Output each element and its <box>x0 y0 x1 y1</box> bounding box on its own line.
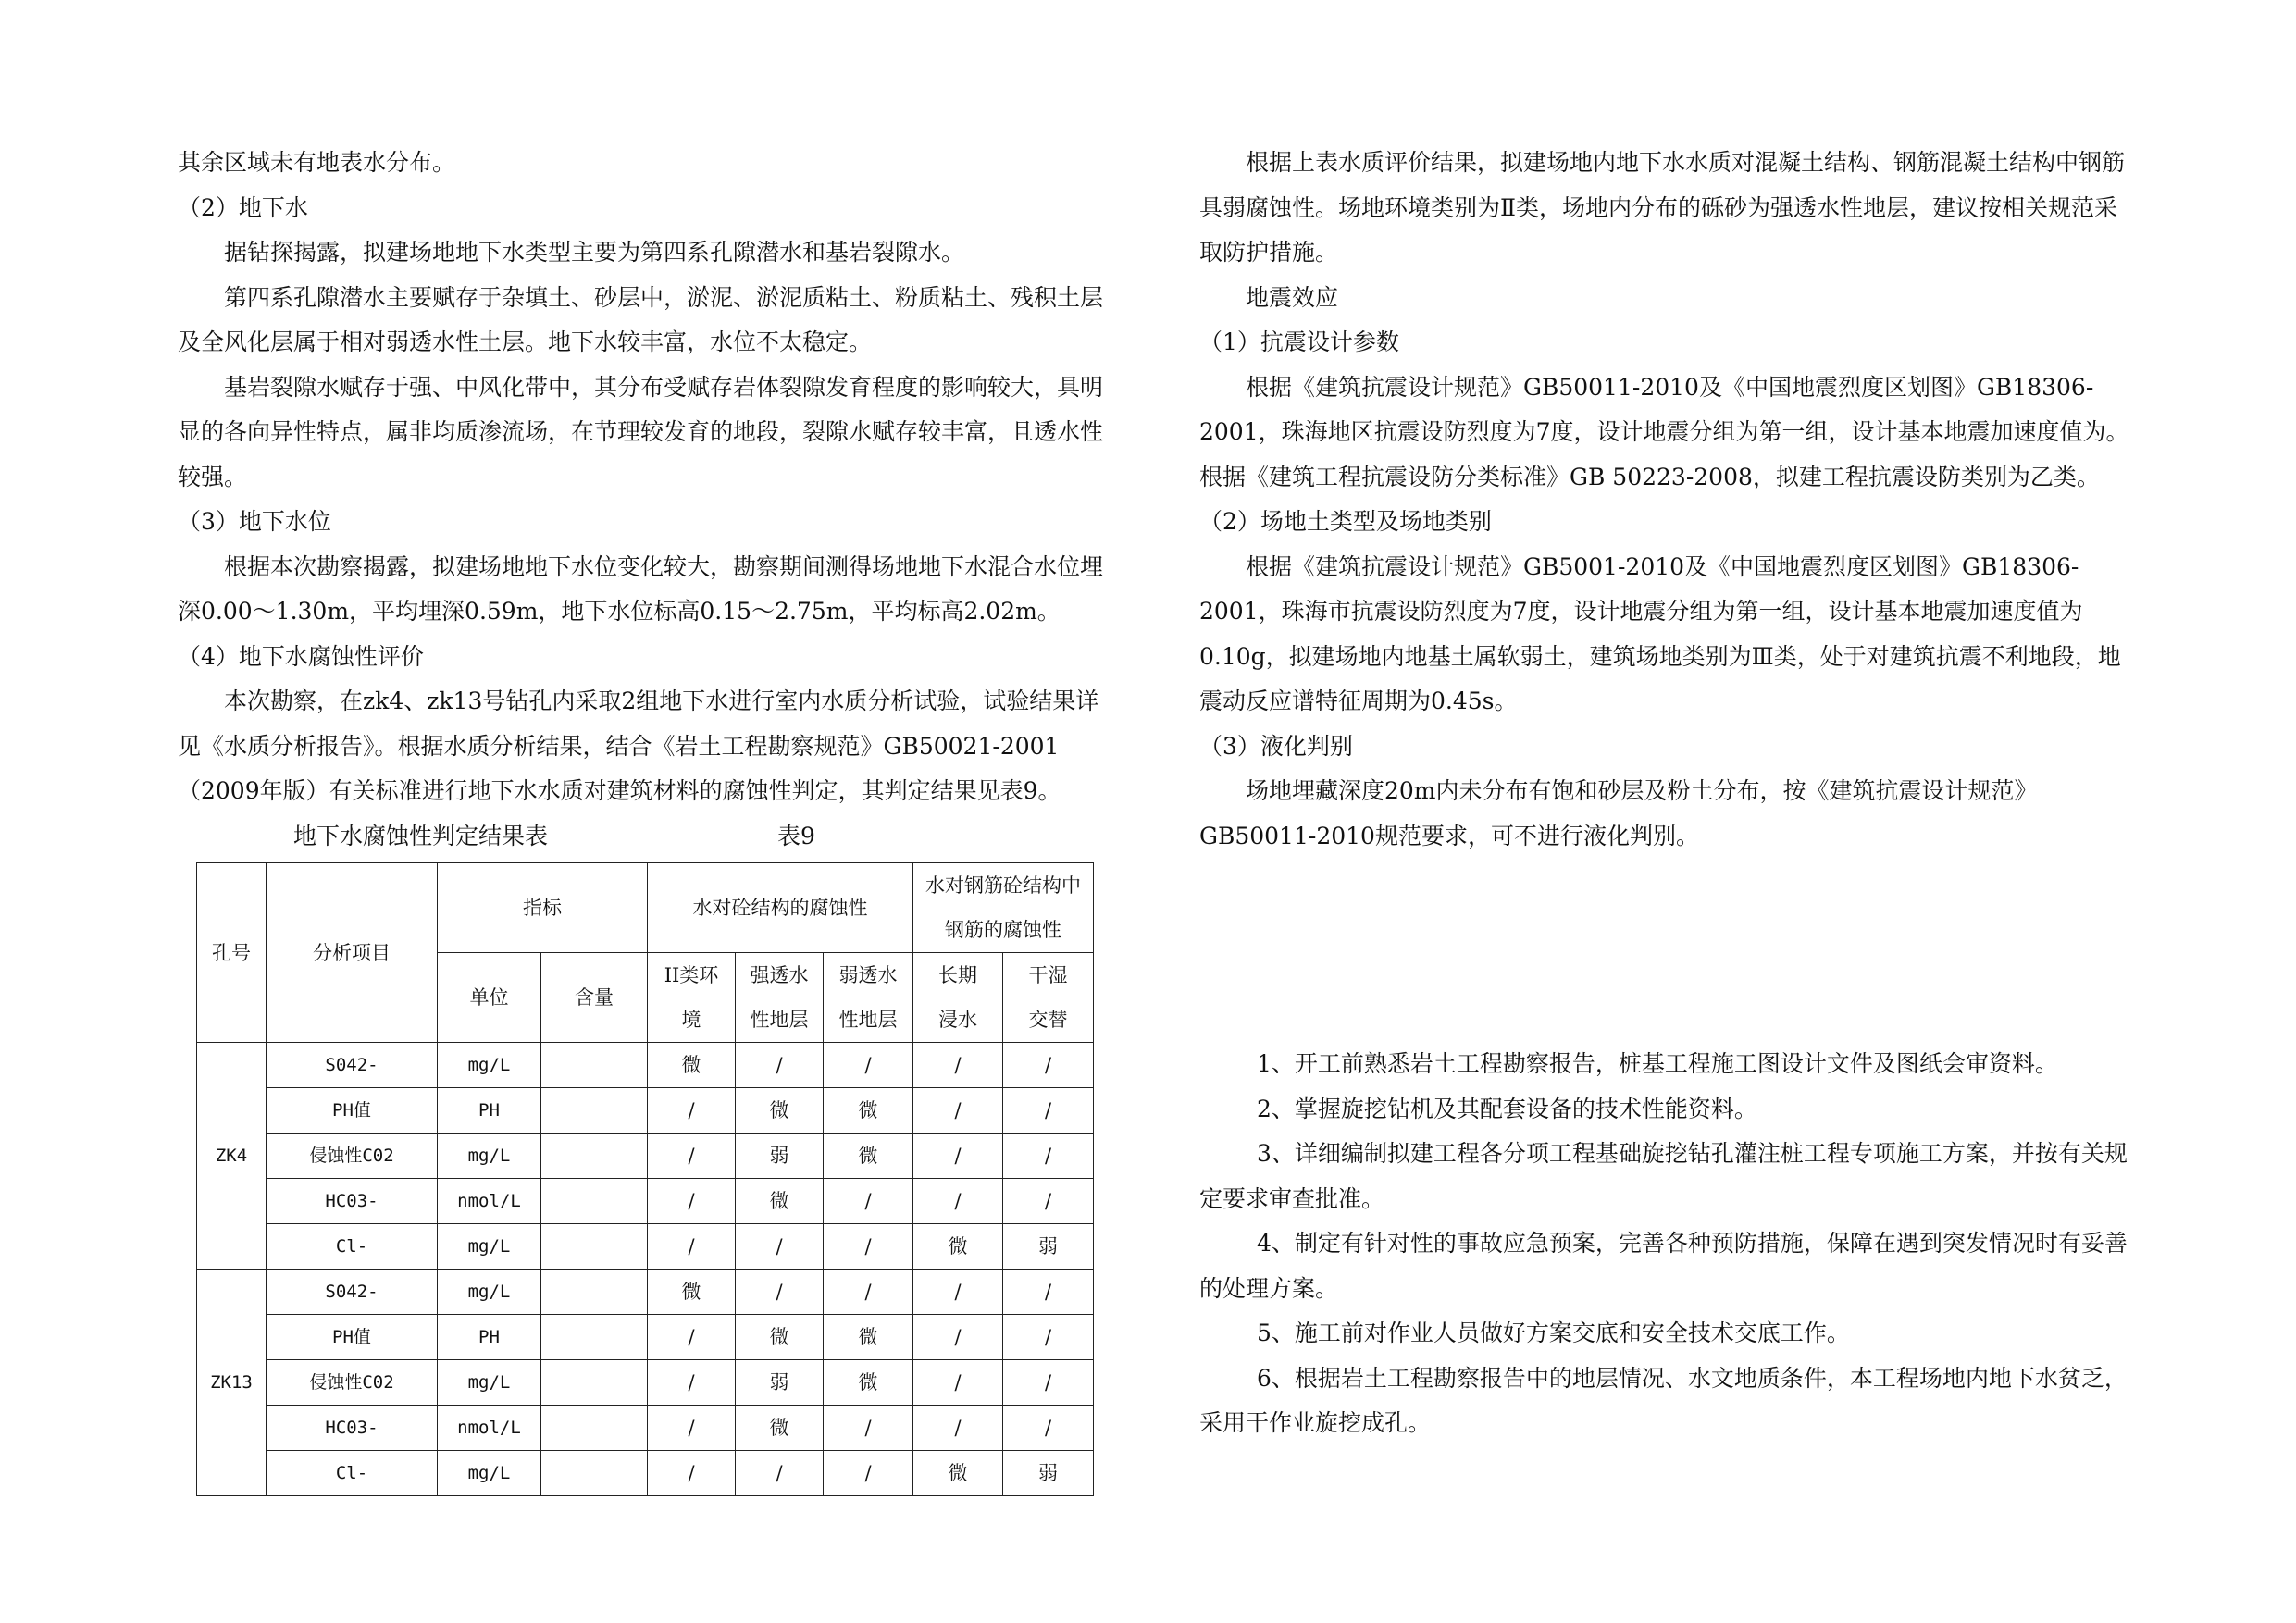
header-env2: II类环境 <box>648 953 736 1043</box>
cell-long: / <box>913 1088 1003 1134</box>
table-row <box>197 1224 1094 1270</box>
cell-content <box>541 1134 648 1179</box>
paragraph: 据钻探揭露，拟建场地地下水类型主要为第四系孔隙潜水和基岩裂隙水。 <box>224 239 965 266</box>
cell-long: / <box>913 1315 1003 1360</box>
cell-wetdry: / <box>1003 1315 1094 1360</box>
cell-weak: / <box>824 1451 913 1496</box>
cell-unit: mg/L <box>438 1360 541 1406</box>
cell-item: HC03- <box>267 1406 438 1451</box>
cell-content <box>541 1043 648 1088</box>
cell-content <box>541 1315 648 1360</box>
cell-wetdry: / <box>1003 1088 1094 1134</box>
cell-content <box>541 1406 648 1451</box>
table-row <box>197 1179 1094 1224</box>
header-item: 分析项目 <box>267 863 438 1043</box>
paragraph: 地震效应 <box>1246 283 1339 311</box>
cell-content <box>541 1088 648 1134</box>
cell-strong: / <box>736 1270 824 1315</box>
cell-weak: / <box>824 1043 913 1088</box>
cell-wetdry: / <box>1003 1270 1094 1315</box>
cell-env: 微 <box>648 1043 736 1088</box>
hole-id: ZK4 <box>197 1043 267 1270</box>
paragraph: 4、制定有针对性的事故应急预案，完善各种预防措施，保障在遇到突发情况时有妥善的处理方案。 <box>1199 1230 2128 1302</box>
cell-wetdry: / <box>1003 1360 1094 1406</box>
cell-wetdry: 弱 <box>1003 1451 1094 1496</box>
cell-wetdry: / <box>1003 1134 1094 1179</box>
cell-strong: 微 <box>736 1088 824 1134</box>
cell-unit: nmol/L <box>438 1179 541 1224</box>
left-paragraphs <box>178 141 1114 814</box>
header-wetdry: 干湿交替 <box>1003 953 1094 1043</box>
cell-env: / <box>648 1315 736 1360</box>
cell-strong: / <box>736 1043 824 1088</box>
paragraph: 根据《建筑抗震设计规范》GB5001-2010及《中国地震烈度区划图》GB18306-2001，珠海市抗震设防烈度为7度，设计地震分组为第一组，设计基本地震加速度值为0.10g，拟建场地内地基土属软弱土，建筑场地类别为Ⅲ类，处于对建筑抗震不利地段，地震动反应谱特征周期为0.45s。 <box>1199 552 2121 714</box>
cell-wetdry: / <box>1003 1043 1094 1088</box>
table-body <box>197 1043 1094 1496</box>
header-strong: 强透水性地层 <box>736 953 824 1043</box>
cell-unit: mg/L <box>438 1451 541 1496</box>
cell-long: / <box>913 1360 1003 1406</box>
cell-unit: mg/L <box>438 1270 541 1315</box>
table-caption-title: 地下水腐蚀性判定结果表 <box>293 822 549 849</box>
paragraph: 第四系孔隙潜水主要赋存于杂填土、砂层中，淤泥、淤泥质粘土、粉质粘土、残积土层及全风化层属于相对弱透水性土层。地下水较丰富，水位不太稳定。 <box>178 283 1104 355</box>
cell-env: 微 <box>648 1270 736 1315</box>
cell-long: / <box>913 1134 1003 1179</box>
paragraph: （3）液化判别 <box>1199 732 1353 760</box>
table-row <box>197 1270 1094 1315</box>
cell-weak: / <box>824 1179 913 1224</box>
paragraph: 5、施工前对作业人员做好方案交底和安全技术交底工作。 <box>1257 1319 1850 1346</box>
paragraph: （2）地下水 <box>178 193 308 221</box>
table-row <box>197 1360 1094 1406</box>
paragraph: 3、详细编制拟建工程各分项工程基础旋挖钻孔灌注桩工程专项施工方案，并按有关规定要求审查批准。 <box>1199 1140 2128 1212</box>
cell-long: 微 <box>913 1224 1003 1270</box>
cell-long: / <box>913 1406 1003 1451</box>
cell-strong: 弱 <box>736 1360 824 1406</box>
cell-item: 侵蚀性C02 <box>267 1134 438 1179</box>
right-paragraphs-top <box>1199 141 2136 859</box>
header-unit: 单位 <box>438 953 541 1043</box>
cell-unit: nmol/L <box>438 1406 541 1451</box>
cell-env: / <box>648 1224 736 1270</box>
cell-content <box>541 1360 648 1406</box>
cell-weak: / <box>824 1406 913 1451</box>
cell-weak: 微 <box>824 1134 913 1179</box>
cell-weak: 微 <box>824 1088 913 1134</box>
cell-weak: 微 <box>824 1360 913 1406</box>
paragraph: 场地埋藏深度20m内未分布有饱和砂层及粉土分布，按《建筑抗震设计规范》GB50011-2010规范要求，可不进行液化判别。 <box>1199 777 2038 849</box>
cell-strong: 微 <box>736 1179 824 1224</box>
right-paragraphs-bottom <box>1199 1042 2136 1446</box>
cell-env: / <box>648 1451 736 1496</box>
table-row <box>197 1315 1094 1360</box>
cell-weak: / <box>824 1224 913 1270</box>
cell-wetdry: / <box>1003 1179 1094 1224</box>
paragraph: 2、掌握旋挖钻机及其配套设备的技术性能资料。 <box>1257 1095 1757 1122</box>
cell-unit: mg/L <box>438 1134 541 1179</box>
cell-unit: mg/L <box>438 1224 541 1270</box>
cell-item: PH值 <box>267 1088 438 1134</box>
cell-unit: PH <box>438 1315 541 1360</box>
cell-item: S042- <box>267 1270 438 1315</box>
cell-long: / <box>913 1270 1003 1315</box>
cell-wetdry: 弱 <box>1003 1224 1094 1270</box>
cell-item: PH值 <box>267 1315 438 1360</box>
corrosivity-table <box>196 862 1094 1496</box>
cell-weak: 微 <box>824 1315 913 1360</box>
cell-strong: / <box>736 1451 824 1496</box>
right-column <box>1199 141 2136 1446</box>
cell-item: S042- <box>267 1043 438 1088</box>
paragraph: （2）场地土类型及场地类别 <box>1199 508 1492 535</box>
paragraph: 本次勘察，在zk4、zk13号钻孔内采取2组地下水进行室内水质分析试验，试验结果详见《水质分析报告》。根据水质分析结果，结合《岩土工程勘察规范》GB50021-2001（2009年版）有关标准进行地下水水质对建筑材料的腐蚀性判定，其判定结果见表9。 <box>178 688 1099 804</box>
hole-id: ZK13 <box>197 1270 267 1496</box>
table-row <box>197 1451 1094 1496</box>
header-index: 指标 <box>438 863 648 953</box>
cell-strong: 弱 <box>736 1134 824 1179</box>
cell-content <box>541 1270 648 1315</box>
cell-unit: mg/L <box>438 1043 541 1088</box>
cell-strong: 微 <box>736 1315 824 1360</box>
paragraph: 根据上表水质评价结果，拟建场地内地下水水质对混凝土结构、钢筋混凝土结构中钢筋具弱腐蚀性。场地环境类别为Ⅱ类，场地内分布的砾砂为强透水性地层，建议按相关规范采取防护措施。 <box>1199 149 2126 266</box>
paragraph: 6、根据岩土工程勘察报告中的地层情况、水文地质条件，本工程场地内地下水贫乏，采用干作业旋挖成孔。 <box>1199 1364 2128 1436</box>
paragraph: 根据本次勘察揭露，拟建场地地下水位变化较大，勘察期间测得场地地下水混合水位埋深0.00～1.30m，平均埋深0.59m，地下水位标高0.15～2.75m，平均标高2.02m。 <box>178 552 1104 625</box>
table-row <box>197 1406 1094 1451</box>
table-caption-number: 表9 <box>777 822 815 849</box>
cell-env: / <box>648 1179 736 1224</box>
header-steel: 水对钢筋砼结构中钢筋的腐蚀性 <box>913 863 1094 953</box>
cell-weak: / <box>824 1270 913 1315</box>
cell-env: / <box>648 1088 736 1134</box>
cell-env: / <box>648 1406 736 1451</box>
cell-env: / <box>648 1134 736 1179</box>
paragraph: （3）地下水位 <box>178 508 331 535</box>
header-content: 含量 <box>541 953 648 1043</box>
cell-item: Cl- <box>267 1224 438 1270</box>
cell-content <box>541 1224 648 1270</box>
table-row <box>197 1134 1094 1179</box>
left-column <box>178 141 1114 855</box>
cell-strong: / <box>736 1224 824 1270</box>
cell-content <box>541 1179 648 1224</box>
cell-env: / <box>648 1360 736 1406</box>
header-hole: 孔号 <box>197 863 267 1043</box>
cell-long: / <box>913 1043 1003 1088</box>
cell-content <box>541 1451 648 1496</box>
cell-long: 微 <box>913 1451 1003 1496</box>
header-concrete: 水对砼结构的腐蚀性 <box>648 863 913 953</box>
cell-item: HC03- <box>267 1179 438 1224</box>
table-caption <box>178 814 1114 855</box>
paragraph: 基岩裂隙水赋存于强、中风化带中，其分布受赋存岩体裂隙发育程度的影响较大，具明显的各向异性特点，属非均质渗流场，在节理较发育的地段，裂隙水赋存较丰富，且透水性较强。 <box>178 373 1104 490</box>
cell-item: 侵蚀性C02 <box>267 1360 438 1406</box>
paragraph: 根据《建筑抗震设计规范》GB50011-2010及《中国地震烈度区划图》GB18306-2001，珠海地区抗震设防烈度为7度，设计地震分组为第一组，设计基本地震加速度值为。根据《建筑工程抗震设防分类标准》GB 50223-2008，拟建工程抗震设防类别为乙类。 <box>1199 373 2129 490</box>
header-weak: 弱透水性地层 <box>824 953 913 1043</box>
cell-strong: 微 <box>736 1406 824 1451</box>
cell-long: / <box>913 1179 1003 1224</box>
cell-wetdry: / <box>1003 1406 1094 1451</box>
table-row <box>197 1043 1094 1088</box>
paragraph: 其余区域未有地表水分布。 <box>178 149 456 176</box>
header-long: 长期浸水 <box>913 953 1003 1043</box>
table-row <box>197 1088 1094 1134</box>
paragraph: 1、开工前熟悉岩土工程勘察报告，桩基工程施工图设计文件及图纸会审资料。 <box>1257 1050 2058 1077</box>
cell-unit: PH <box>438 1088 541 1134</box>
paragraph: （4）地下水腐蚀性评价 <box>178 642 424 670</box>
paragraph: （1）抗震设计参数 <box>1199 328 1399 355</box>
cell-item: Cl- <box>267 1451 438 1496</box>
spacer <box>1199 859 2136 1042</box>
